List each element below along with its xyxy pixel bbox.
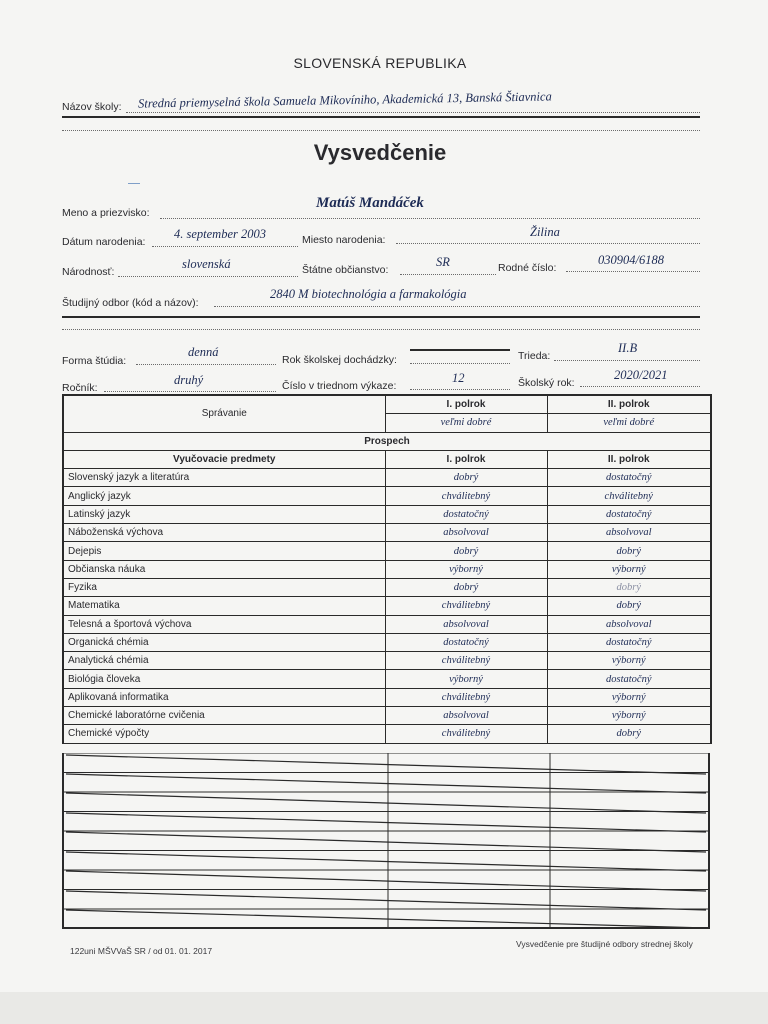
nationality-dotted-line [118, 276, 298, 277]
grade-s2: dobrý [547, 578, 711, 596]
citizenship-dotted-line [400, 274, 496, 275]
grades-table [62, 394, 712, 744]
class-label: Trieda: [518, 350, 551, 362]
grade-s1: absolvoval [385, 707, 547, 725]
table-row [63, 725, 711, 743]
behavior-label: Správanie [63, 395, 385, 432]
name-dotted-line [160, 218, 700, 219]
grade-s2: dostatočný [547, 670, 711, 688]
grade-s2: dostatočný [547, 633, 711, 651]
table-row [63, 688, 711, 706]
subject-name: Fyzika [63, 578, 385, 596]
school-year-value: 2020/2021 [614, 368, 668, 382]
school-value: Stredná priemyselná škola Samuela Mikovíniho, Akademická 13, Banská Štiavnica [137, 89, 552, 111]
grade-s2: výborný [547, 707, 711, 725]
school-dotted-line [126, 112, 700, 113]
grade-s2: výborný [547, 652, 711, 670]
form-description: Vysvedčenie pre študijné odbory strednej školy [516, 939, 693, 949]
subject-name: Analytická chémia [63, 652, 385, 670]
grade-s1: absolvoval [385, 524, 547, 542]
grade-s1: absolvoval [385, 615, 547, 633]
grade-s2: dostatočný [547, 505, 711, 523]
birth-date-label: Dátum narodenia: [62, 236, 146, 248]
field-rule [62, 316, 700, 318]
field-label: Študijný odbor (kód a názov): [62, 297, 199, 309]
header-dotted-line [62, 130, 700, 131]
field-dotted-line [214, 306, 700, 307]
form-dotted-line [136, 364, 276, 365]
grade-s1: dobrý [385, 469, 547, 487]
number-value: 12 [452, 371, 465, 385]
id-value: 030904/6188 [598, 253, 664, 267]
grade-s1: chválitebný [385, 487, 547, 505]
subject-name: Dejepis [63, 542, 385, 560]
attendance-strike [410, 349, 510, 351]
birth-place-dotted-line [396, 243, 700, 244]
birth-date-dotted-line [152, 246, 298, 247]
grade-s2: absolvoval [547, 524, 711, 542]
grade-s2: výborný [547, 688, 711, 706]
subject-name: Chemické výpočty [63, 725, 385, 743]
table-row [63, 707, 711, 725]
table-row [63, 560, 711, 578]
stray-mark [128, 183, 140, 184]
year-label: Ročník: [62, 382, 98, 394]
table-row [63, 505, 711, 523]
grade-s1: chválitebný [385, 597, 547, 615]
grade-s1: výborný [385, 560, 547, 578]
subject-name: Chemické laboratórne cvičenia [63, 707, 385, 725]
grade-s2: dobrý [547, 597, 711, 615]
id-label: Rodné číslo: [498, 262, 557, 274]
grade-s2: chválitebný [547, 487, 711, 505]
class-dotted-line [554, 360, 700, 361]
grade-s1: dostatočný [385, 505, 547, 523]
table-row [63, 469, 711, 487]
form-code: 122uni MŠVVaŠ SR / od 01. 01. 2017 [70, 946, 213, 956]
behavior-s1: veľmi dobré [385, 414, 547, 432]
table-row [63, 652, 711, 670]
table-row [63, 578, 711, 596]
subject-name: Náboženská výchova [63, 524, 385, 542]
grade-s1: chválitebný [385, 652, 547, 670]
nationality-value: slovenská [182, 257, 231, 271]
grade-s2: výborný [547, 560, 711, 578]
attendance-label: Rok školskej dochádzky: [282, 354, 397, 366]
number-label: Číslo v triednom výkaze: [282, 380, 397, 392]
progress-label: Prospech [63, 432, 711, 450]
grade-s2: dobrý [547, 542, 711, 560]
field-value: 2840 M biotechnológia a farmakológia [270, 287, 467, 301]
grade-s1: chválitebný [385, 725, 547, 743]
grade-s1: chválitebný [385, 688, 547, 706]
progress-semester1-header: I. polrok [385, 450, 547, 468]
empty-rows-strikes [64, 753, 708, 929]
page-title: Vysvedčenie [313, 140, 447, 165]
birth-place-label: Miesto narodenia: [302, 234, 386, 246]
page-bottom-margin [0, 992, 768, 1024]
citizenship-value: SR [436, 255, 450, 269]
subject-name: Latinský jazyk [63, 505, 385, 523]
subject-name: Organická chémia [63, 633, 385, 651]
country-heading: SLOVENSKÁ REPUBLIKA [293, 55, 467, 71]
table-row [63, 670, 711, 688]
table-row [63, 542, 711, 560]
birth-date-value: 4. september 2003 [174, 227, 266, 241]
school-year-label: Školský rok: [518, 377, 575, 389]
subject-name: Matematika [63, 597, 385, 615]
citizenship-label: Štátne občianstvo: [302, 264, 389, 276]
table-row [63, 524, 711, 542]
name-value: Matúš Mandáček [316, 195, 424, 211]
grade-s1: dostatočný [385, 633, 547, 651]
form-value: denná [188, 345, 219, 359]
form-label: Forma štúdia: [62, 355, 127, 367]
semester1-header: I. polrok [385, 395, 547, 414]
grade-s2: absolvoval [547, 615, 711, 633]
table-row [63, 633, 711, 651]
grade-s1: dobrý [385, 578, 547, 596]
field-dotted-line-2 [62, 329, 700, 330]
year-value: druhý [174, 373, 204, 387]
school-year-dotted-line [580, 386, 700, 387]
birth-place-value: Žilina [530, 225, 560, 239]
subject-name: Biológia človeka [63, 670, 385, 688]
subject-name: Slovenský jazyk a literatúra [63, 469, 385, 487]
progress-semester2-header: II. polrok [547, 450, 711, 468]
year-dotted-line [104, 391, 276, 392]
school-label: Názov školy: [62, 101, 122, 113]
header-rule [62, 116, 700, 118]
table-row [63, 597, 711, 615]
subject-name: Aplikovaná informatika [63, 688, 385, 706]
table-row [63, 615, 711, 633]
id-dotted-line [566, 271, 700, 272]
subject-name: Anglický jazyk [63, 487, 385, 505]
subjects-header: Vyučovacie predmety [63, 450, 385, 468]
grade-s2: dostatočný [547, 469, 711, 487]
attendance-dotted-line [410, 363, 510, 364]
behavior-s2: veľmi dobré [547, 414, 711, 432]
grade-s1: výborný [385, 670, 547, 688]
number-dotted-line [410, 389, 510, 390]
grade-s1: dobrý [385, 542, 547, 560]
nationality-label: Národnosť: [62, 266, 115, 278]
class-value: II.B [618, 341, 638, 355]
semester2-header: II. polrok [547, 395, 711, 414]
table-row [63, 487, 711, 505]
grade-s2: dobrý [547, 725, 711, 743]
subject-name: Telesná a športová výchova [63, 615, 385, 633]
subject-name: Občianska náuka [63, 560, 385, 578]
name-label: Meno a priezvisko: [62, 207, 150, 219]
empty-rows-area [62, 753, 710, 929]
